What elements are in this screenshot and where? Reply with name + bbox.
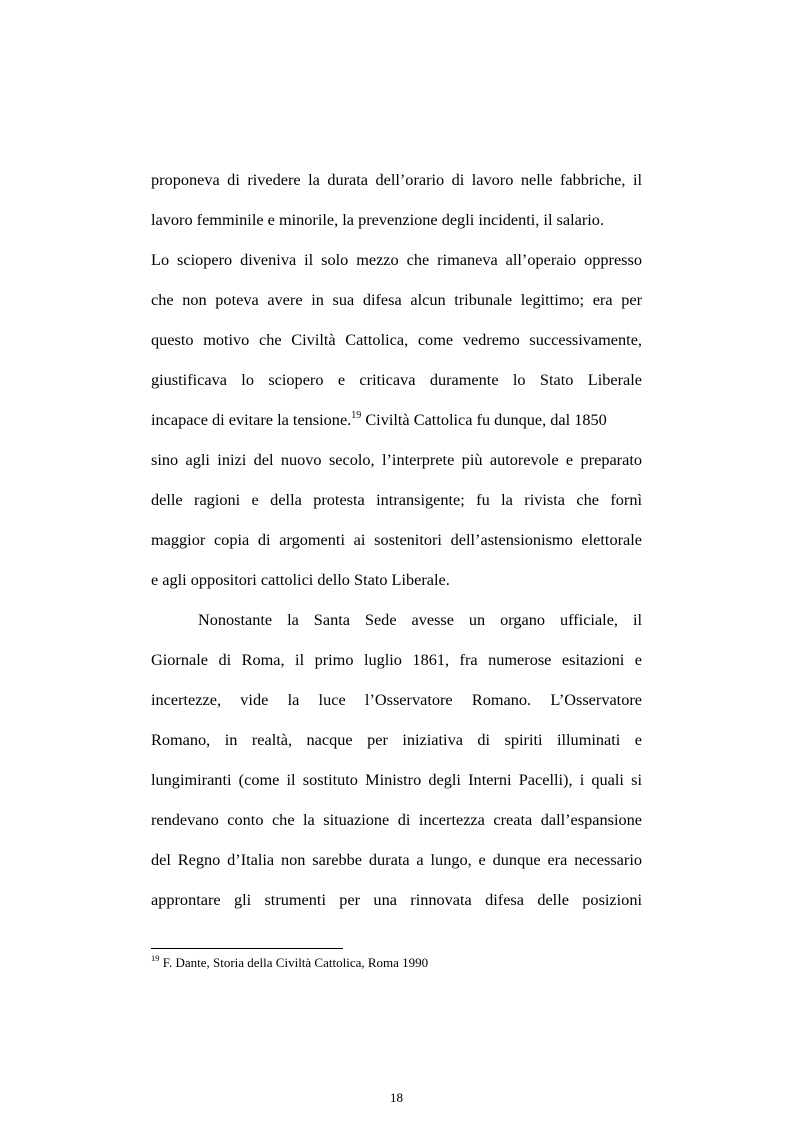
text-line: giustificava lo sciopero e criticava duramente lo Stato Liberale [151, 370, 642, 389]
footnote-text: F. Dante, Storia della Civiltà Cattolica, Roma 1990 [159, 955, 429, 970]
text-segment: incapace di evitare la tensione. [151, 410, 352, 429]
footnote-divider [151, 948, 343, 949]
footnote-number: 19 [151, 952, 160, 963]
text-line: lungimiranti (come il sostituto Ministro degli Interni Pacelli), i quali si [151, 770, 642, 789]
text-line: approntare gli strumenti per una rinnovata difesa delle posizioni [151, 890, 642, 909]
text-line [151, 410, 642, 430]
text-segment: Civiltà Cattolica fu dunque, dal 1850 [361, 410, 607, 429]
text-line: maggior copia di argomenti ai sostenitori dell’astensionismo elettorale [151, 530, 642, 549]
text-line: Romano, in realtà, nacque per iniziativa di spiriti illuminati e [151, 730, 642, 749]
text-line: del Regno d’Italia non sarebbe durata a lungo, e dunque era necessario [151, 850, 642, 869]
text-line: proponeva di rivedere la durata dell’orario di lavoro nelle fabbriche, il [151, 170, 642, 189]
text-line: Lo sciopero diveniva il solo mezzo che rimaneva all’operaio oppresso [151, 250, 642, 269]
text-line: che non poteva avere in sua difesa alcun tribunale legittimo; era per [151, 290, 642, 309]
text-line: rendevano conto che la situazione di incertezza creata dall’espansione [151, 810, 642, 829]
text-line: sino agli inizi del nuovo secolo, l’interprete più autorevole e preparato [151, 450, 642, 469]
text-line: questo motivo che Civiltà Cattolica, come vedremo successivamente, [151, 330, 642, 349]
text-line: e agli oppositori cattolici dello Stato Liberale. [151, 570, 450, 589]
text-line: incertezze, vide la luce l’Osservatore Romano. L’Osservatore [151, 690, 642, 709]
page-number: 18 [390, 1090, 403, 1105]
footnote-reference[interactable]: 19 [351, 409, 362, 421]
text-line: delle ragioni e della protesta intransigente; fu la rivista che fornì [151, 490, 642, 509]
text-line: Giornale di Roma, il primo luglio 1861, fra numerose esitazioni e [151, 650, 642, 669]
text-line: Nonostante la Santa Sede avesse un organo ufficiale, il [198, 610, 642, 629]
text-line: lavoro femminile e minorile, la prevenzione degli incidenti, il salario. [151, 210, 605, 229]
footnote [151, 952, 429, 971]
